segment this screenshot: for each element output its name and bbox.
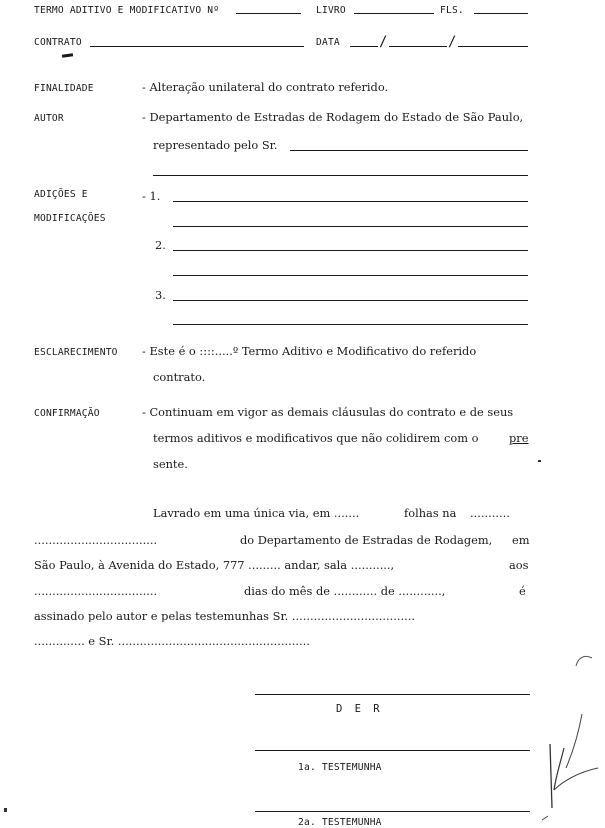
closing-line-4-c: é xyxy=(519,584,526,598)
closing-line-1-c: ........... xyxy=(470,506,510,520)
testemunha-2-label: 2a. TESTEMUNHA xyxy=(298,817,382,828)
termo-number-field[interactable] xyxy=(236,13,301,14)
fls-label: FLS. xyxy=(440,5,464,16)
representante-field-2[interactable] xyxy=(153,175,528,176)
esclarecimento-label: ESCLARECIMENTO xyxy=(34,347,118,358)
closing-line-4-b: dias do mês de ............ de ............, xyxy=(244,584,446,598)
closing-line-4-a: .................................. xyxy=(34,586,158,598)
autor-label: AUTOR xyxy=(34,113,64,124)
finalidade-label: FINALIDADE xyxy=(34,83,94,94)
representante-field[interactable] xyxy=(290,150,528,151)
closing-line-2-a: .................................. xyxy=(34,535,158,547)
confirmacao-text-line-2: termos aditivos e modificativos que não colidirem com o xyxy=(153,431,479,445)
confirmacao-text-line-1: - Continuam em vigor as demais cláusulas do contrato e de seus xyxy=(142,405,514,419)
fls-field[interactable] xyxy=(474,13,528,14)
date-month-field[interactable] xyxy=(389,46,447,47)
adicoes-item-3-number: 3. xyxy=(155,288,166,302)
livro-label: LIVRO xyxy=(316,5,346,16)
ink-speck xyxy=(538,460,541,462)
closing-line-1-a: Lavrado em uma única via, em ....... xyxy=(153,506,360,520)
testemunha-1-label: 1a. TESTEMUNHA xyxy=(298,762,382,773)
confirmacao-text-line-2-hyphenated: pre xyxy=(509,431,529,445)
data-label: DATA xyxy=(316,37,340,48)
scan-edge-artifact xyxy=(540,640,605,823)
autor-text-line-2: representado pelo Sr. xyxy=(153,138,278,152)
closing-line-2-b: do Departamento de Estradas de Rodagem, xyxy=(240,533,493,547)
contrato-field[interactable] xyxy=(90,46,304,47)
termo-label: TERMO ADITIVO E MODIFICATIVO Nº xyxy=(34,5,220,16)
date-day-field[interactable] xyxy=(350,46,378,47)
finalidade-text: - Alteração unilateral do contrato referido. xyxy=(142,80,389,94)
adicoes-item-1-number: - 1. xyxy=(142,189,161,203)
confirmacao-label: CONFIRMAÇÃO xyxy=(34,408,100,419)
livro-field[interactable] xyxy=(354,13,434,14)
date-year-field[interactable] xyxy=(458,46,528,47)
confirmacao-text-line-3: sente. xyxy=(153,457,188,471)
ink-mark xyxy=(62,53,73,58)
adicoes-item-2-field-2[interactable] xyxy=(173,275,528,276)
closing-line-1-b: folhas na xyxy=(404,506,457,520)
closing-line-2-c: em xyxy=(512,533,530,547)
testemunha-1-signature-line[interactable] xyxy=(255,750,530,751)
esclarecimento-text-line-2: contrato. xyxy=(153,370,206,384)
adicoes-label-line-1: ADIÇÕES E xyxy=(34,189,88,200)
esclarecimento-text-line-1: - Este é o ::::.....º Termo Aditivo e Modificativo do referido xyxy=(142,344,477,358)
ink-speck-bottom xyxy=(4,808,7,812)
autor-text-line-1: - Departamento de Estradas de Rodagem do Estado de São Paulo, xyxy=(142,110,524,124)
der-signature-label: D E R xyxy=(336,703,383,715)
adicoes-item-3-field[interactable] xyxy=(173,300,528,301)
closing-line-6: .............. e Sr. ..................................................... xyxy=(34,636,310,648)
closing-line-5: assinado pelo autor e pelas testemunhas Sr. .................................. xyxy=(34,611,415,623)
contrato-label: CONTRATO xyxy=(34,37,82,48)
closing-line-3-a: São Paulo, à Avenida do Estado, 777 ......... andar, sala ..........., xyxy=(34,558,395,572)
closing-line-3-b: aos xyxy=(509,558,529,572)
adicoes-item-2-number: 2. xyxy=(155,238,166,252)
date-slash-1: / xyxy=(379,34,388,50)
adicoes-item-2-field[interactable] xyxy=(173,250,528,251)
der-signature-line[interactable] xyxy=(255,694,530,695)
testemunha-2-signature-line[interactable] xyxy=(255,811,530,812)
adicoes-label-line-2: MODIFICAÇÕES xyxy=(34,213,106,224)
date-slash-2: / xyxy=(448,34,457,50)
adicoes-item-3-field-2[interactable] xyxy=(173,324,528,325)
adicoes-item-1-field-2[interactable] xyxy=(173,226,528,227)
adicoes-item-1-field[interactable] xyxy=(173,201,528,202)
